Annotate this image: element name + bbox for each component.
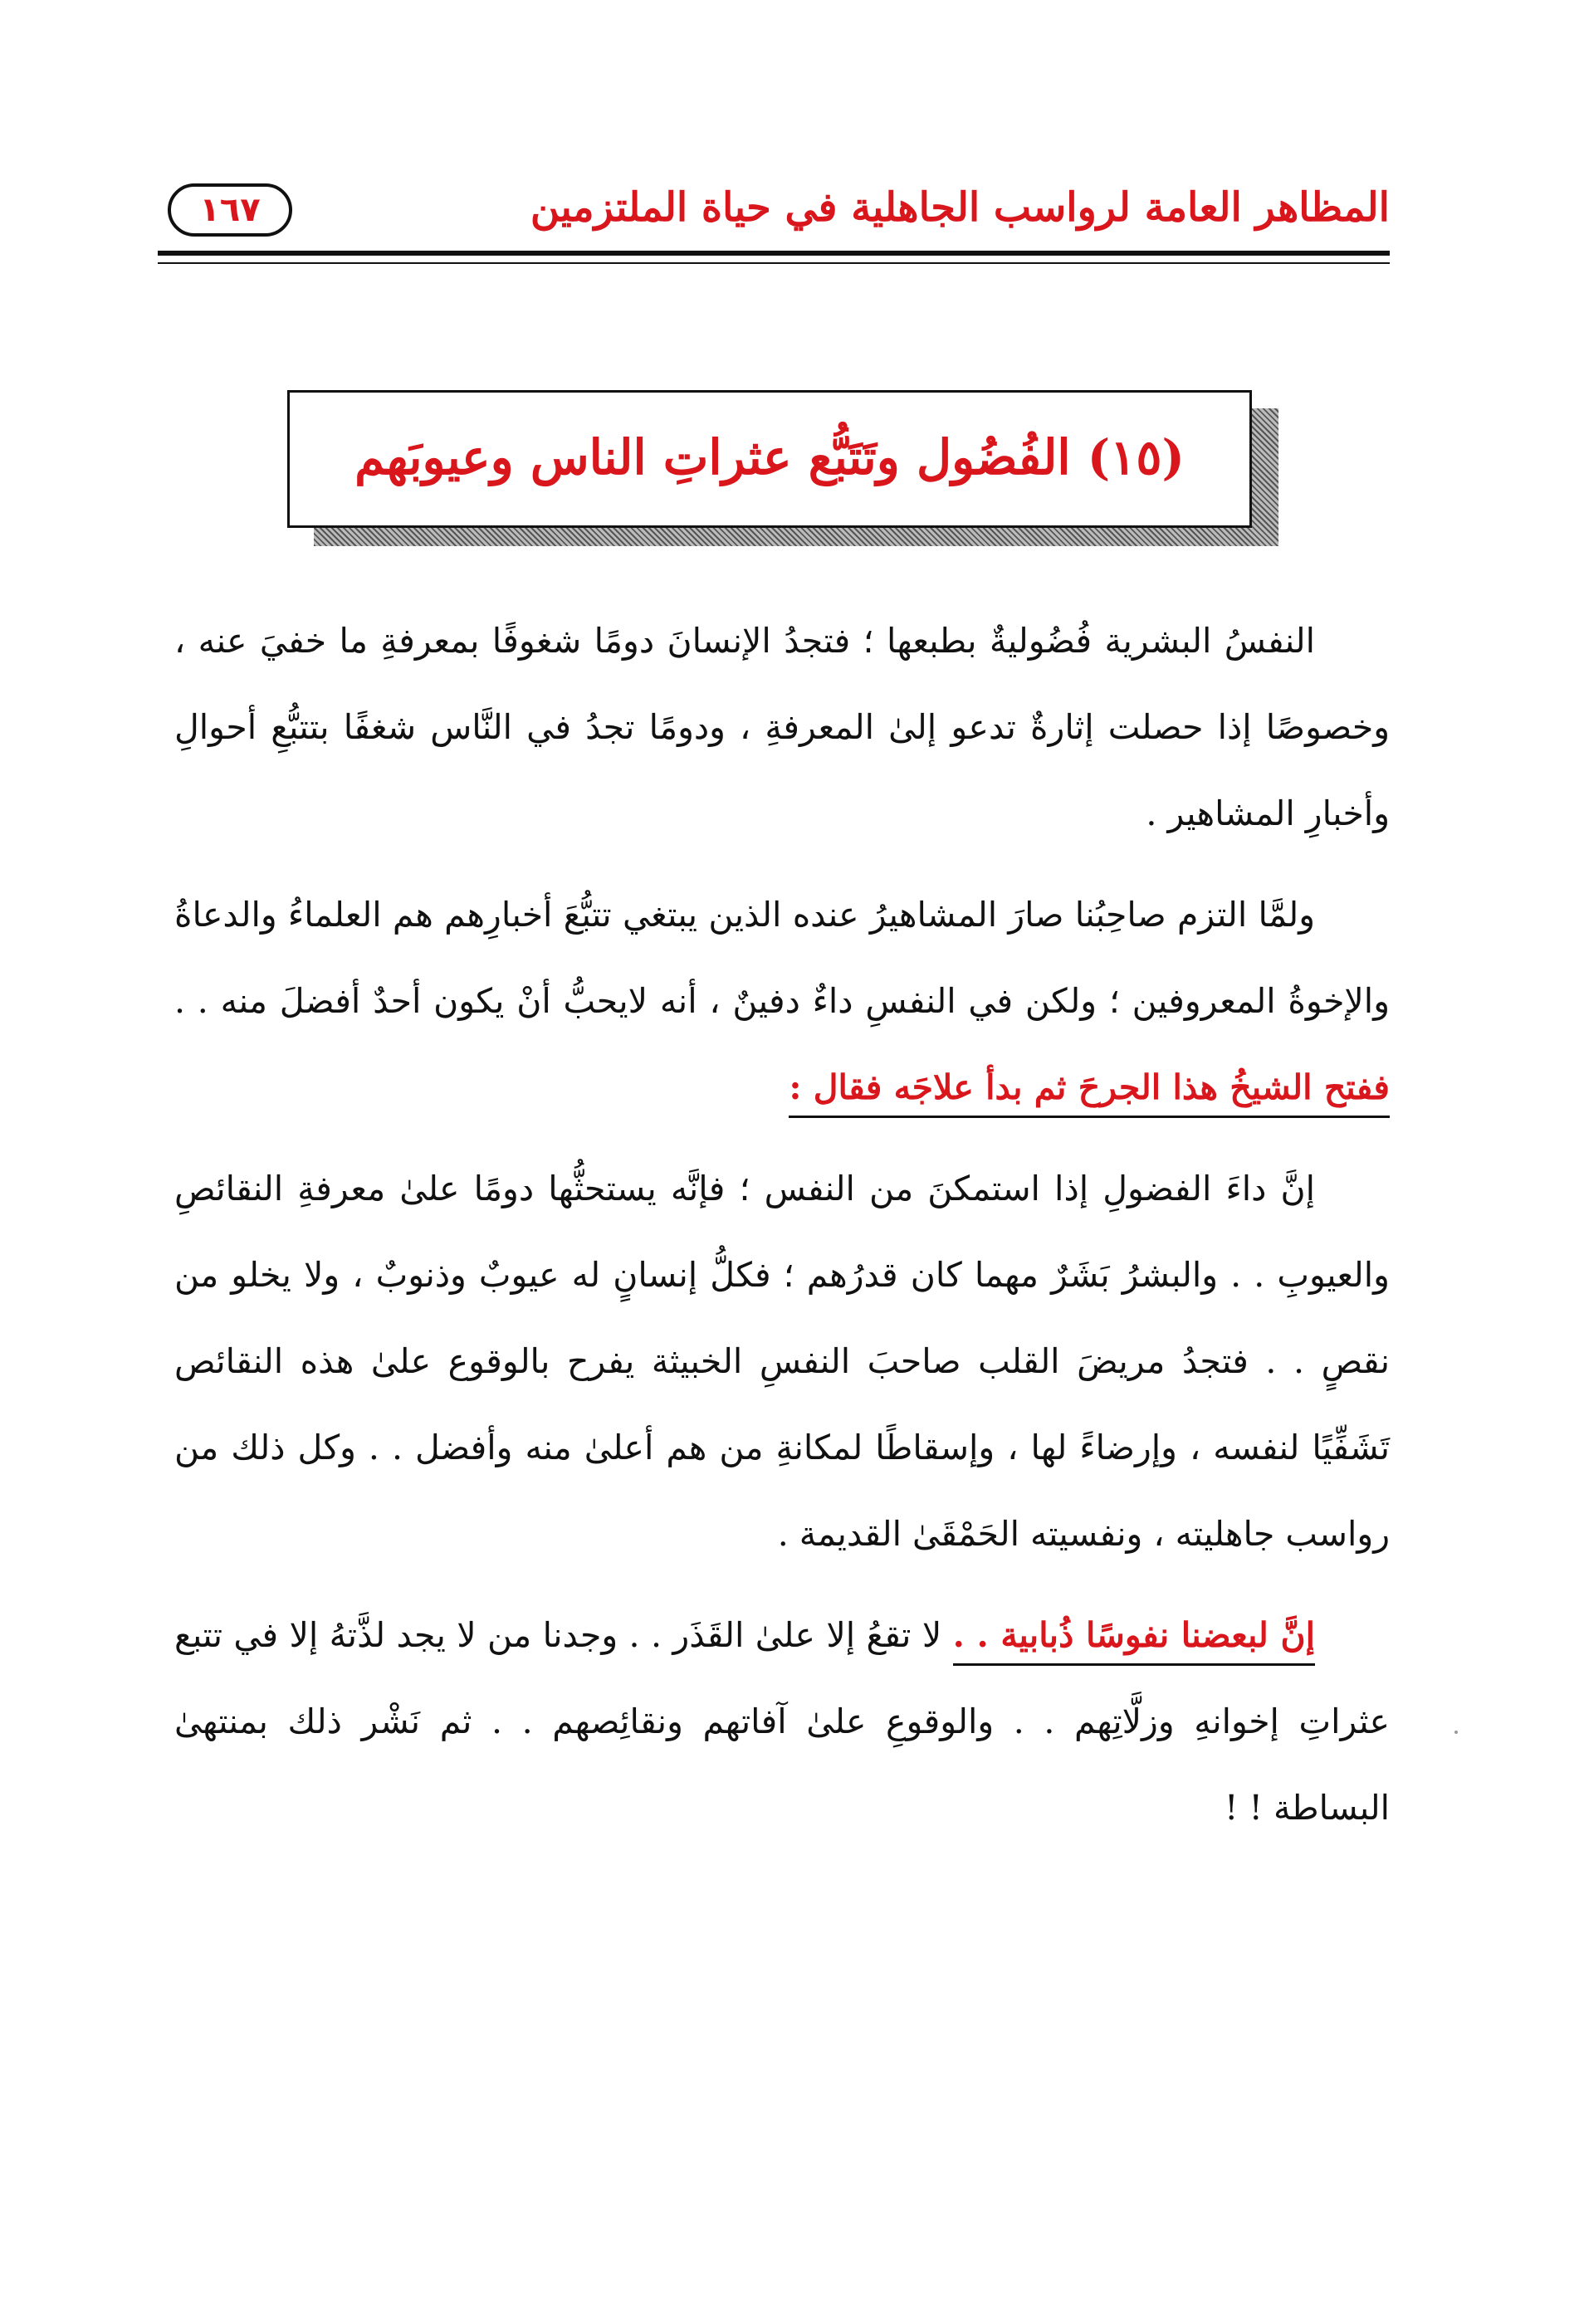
header-rule-thin [158,262,1390,264]
paragraph-1-text: النفسُ البشرية فُضُوليةٌ بطبعها ؛ فتجدُ الإنسانَ دومًا شغوفًا بمعرفةِ ما خفيَ عنه ، وخصوصًا إذا حصلت إثارةٌ تدعو إلىٰ المعرفةِ ، ودومًا تجدُ في النَّاس شغفًا بتتبُّعِ أحوالِ وأخبارِ المشاهير . [174,621,1390,833]
paragraph-1 [174,598,1390,857]
paragraph-2-text: ولمَّا التزم صاحِبُنا صارَ المشاهيرُ عنده الذين يبتغي تتبُّعَ أخبارِهم هم العلماءُ والدعاةُ والإخوةُ المعروفين ؛ ولكن في النفسِ داءٌ دفينٌ ، أنه لايحبُّ أنْ يكون أحدٌ أفضلَ منه . . [174,895,1390,1021]
page-number: ١٦٧ [168,183,292,237]
margin-mark [1454,1731,1458,1734]
page-header [158,170,1390,253]
paragraph-4-highlight: إنَّ لبعضنا نفوسًا ذُبابية . . [953,1615,1315,1666]
header-rule-thick [158,251,1390,256]
paragraph-2-highlight: ففتح الشيخُ هذا الجرحَ ثم بدأ علاجَه فقال : [789,1067,1390,1118]
section-title: (١٥) الفُضُول وتَتَبُّع عثراتِ الناس وعيوبَهم [354,429,1185,486]
paragraph-3 [174,1145,1390,1577]
paragraph-4-text: لا تقعُ إلا علىٰ القَذَر . . وجدنا من لا يجد لذَّتهُ إلا في تتبع عثراتِ إخوانهِ وزلَّاتِهم . . والوقوعِ علىٰ آفاتهم ونقائِصهم . . ثم نَشْر ذلك بمنتهىٰ البساطة ! ! [174,1615,1390,1828]
section-title-box [287,390,1252,528]
running-title: المظاهر العامة لرواسب الجاهلية في حياة الملتزمين [530,184,1390,231]
body-text [174,598,1390,1866]
paragraph-3-text: إنَّ داءَ الفضولِ إذا استمكنَ من النفس ؛ فإنَّه يستحثُّها دومًا علىٰ معرفةِ النقائصِ والعيوبِ . . والبشرُ بَشَرٌ مهما كان قدرُهم ؛ فكلُّ إنسانٍ له عيوبٌ وذنوبٌ ، ولا يخلو من نقصٍ . . فتجدُ مريضَ القلب صاحبَ النفسِ الخبيثة يفرح بالوقوع علىٰ هذه النقائص تَشَفِّيًا لنفسه ، وإرضاءً لها ، وإسقاطًا لمكانةِ من هم أعلىٰ منه وأفضل . . وكل ذلك من رواسب جاهليته ، ونفسيته الحَمْقَىٰ القديمة . [174,1169,1390,1554]
paragraph-4 [174,1592,1390,1851]
paragraph-2 [174,872,1390,1130]
